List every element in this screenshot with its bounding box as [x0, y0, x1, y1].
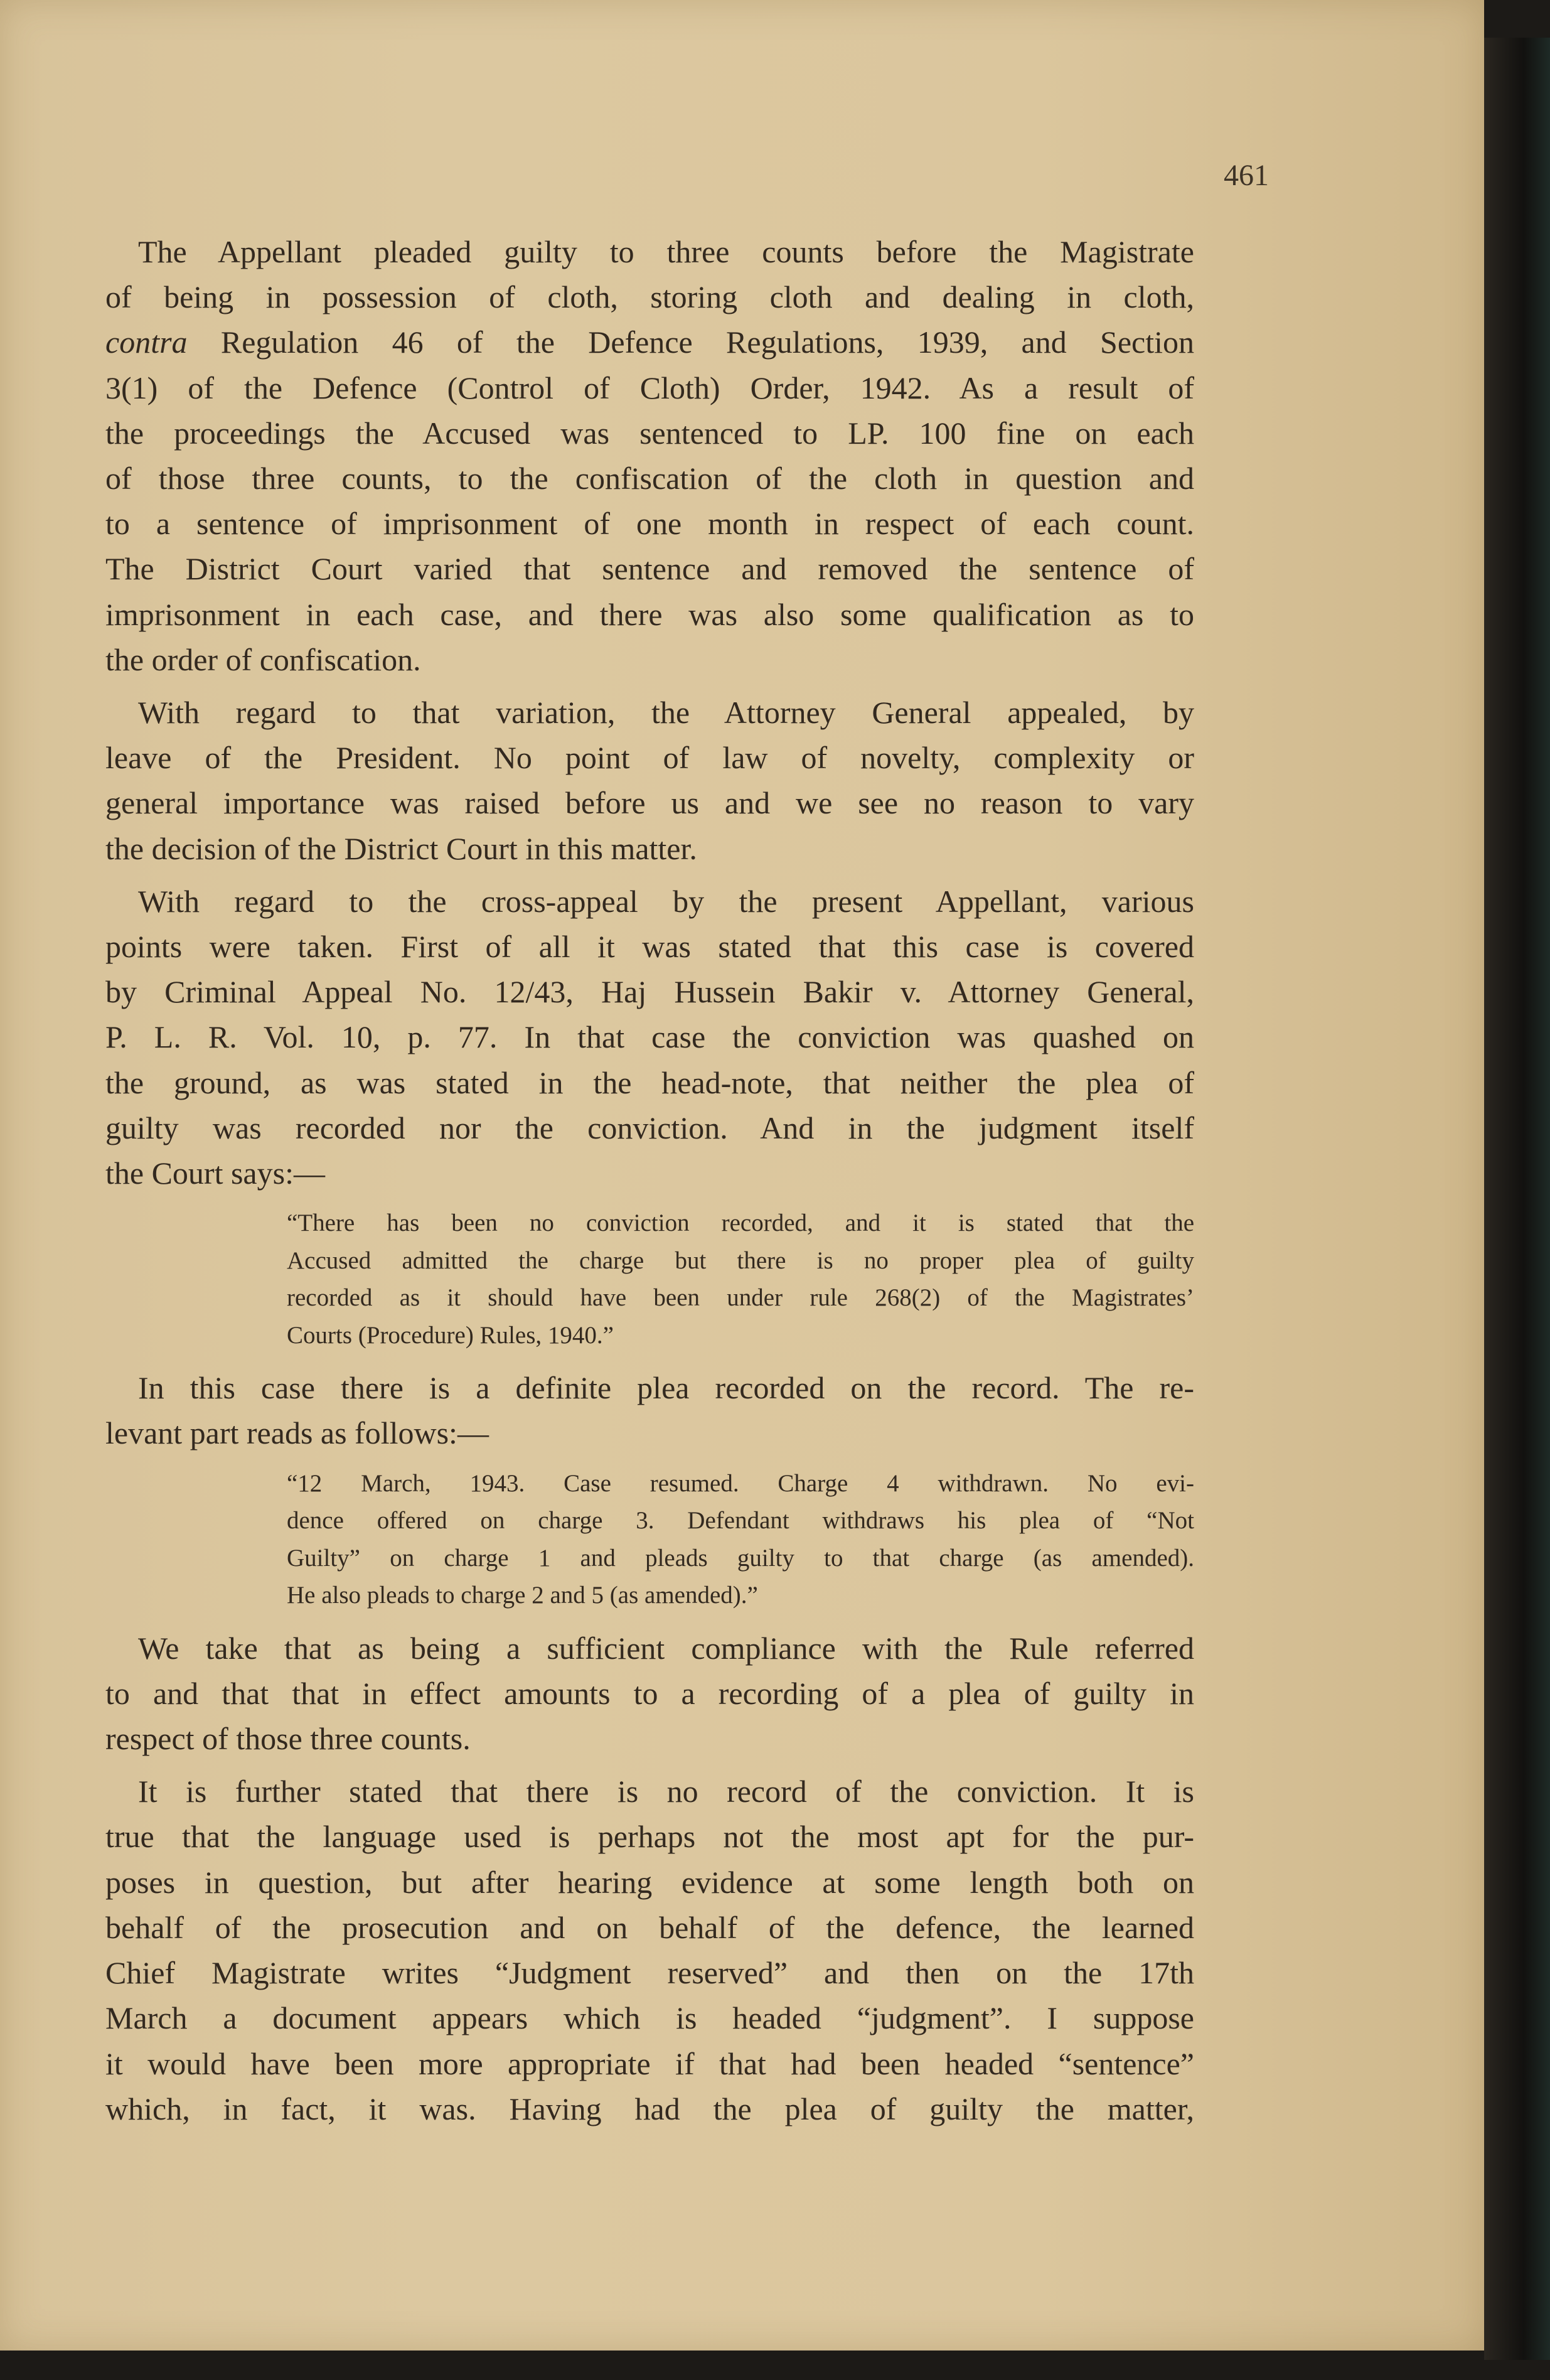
block-quote-record — [287, 1465, 1194, 1614]
quote-line: dence offered on charge 3. Defendant withdraws his plea of “Not — [287, 1507, 1194, 1535]
text-line: true that the language used is perhaps not the most apt for the pur- — [105, 1819, 1194, 1855]
paragraph-attorney-appeal — [105, 690, 1194, 871]
paragraph-definite-plea — [105, 1365, 1194, 1455]
text-line: which, in fact, it was. Having had the plea of guilty the matter, — [105, 2091, 1194, 2126]
paragraph-compliance — [105, 1626, 1194, 1762]
text-line: general importance was raised before us and we see no reason to vary — [105, 785, 1194, 821]
italic-latin-term: contra — [105, 324, 188, 360]
paragraph-appellant-plea — [105, 229, 1194, 682]
text-line: With regard to the cross-appeal by the present Appellant, various — [138, 883, 1194, 919]
text-line: the Court says:— — [105, 1155, 325, 1191]
quote-line: recorded as it should have been under rule 268(2) of the Magistrates’ — [287, 1284, 1194, 1312]
text-line: Chief Magistrate writes “Judgment reserved” and then on the 17th — [105, 1955, 1194, 1991]
text-line: the proceedings the Accused was sentenced to LP. 100 fine on each — [105, 415, 1194, 451]
text-line: imprisonment in each case, and there was also some qualification as to — [105, 596, 1194, 632]
document-body — [105, 229, 1194, 2139]
text-line: points were taken. First of all it was stated that this case is covered — [105, 929, 1194, 965]
quote-line: He also pleads to charge 2 and 5 (as amended).” — [287, 1582, 758, 1609]
text-line: by Criminal Appeal No. 12/43, Haj Hussein Bakir v. Attorney General, — [105, 974, 1194, 1010]
text-line: the decision of the District Court in this matter. — [105, 830, 697, 866]
text-line: P. L. R. Vol. 10, p. 77. In that case the conviction was quashed on — [105, 1019, 1194, 1055]
page-number: 461 — [1224, 159, 1269, 192]
text-line — [105, 319, 1194, 365]
block-quote-court — [287, 1204, 1194, 1354]
text-line: In this case there is a definite plea recorded on the record. The re- — [138, 1370, 1194, 1406]
text-line: It is further stated that there is no record of the conviction. It is — [138, 1774, 1194, 1809]
paragraph-cross-appeal — [105, 879, 1194, 1196]
quote-line: “There has been no conviction recorded, and it is stated that the — [287, 1209, 1194, 1237]
text-line-part: contra Regulation 46 of the Defence Regulations, 1939, and Section — [105, 324, 1194, 360]
text-line: With regard to that variation, the Attorney General appealed, by — [138, 695, 1194, 731]
text-line: We take that as being a sufficient compliance with the Rule referred — [138, 1630, 1194, 1666]
text-line: the order of confiscation. — [105, 641, 421, 677]
text-line: to and that that in effect amounts to a recording of a plea of guilty in — [105, 1675, 1194, 1711]
book-spine-edge — [1484, 38, 1550, 2360]
text-line: The District Court varied that sentence and removed the sentence of — [105, 551, 1194, 587]
text-line: behalf of the prosecution and on behalf of the defence, the learned — [105, 1909, 1194, 1945]
quote-line: Courts (Procedure) Rules, 1940.” — [287, 1321, 614, 1349]
text-line: the ground, as was stated in the head-note, that neither the plea of — [105, 1064, 1194, 1100]
text-line: levant part reads as follows:— — [105, 1415, 489, 1451]
quote-line: “12 March, 1943. Case resumed. Charge 4 withdrawn. No evi- — [287, 1469, 1194, 1497]
text-line: 3(1) of the Defence (Control of Cloth) Order, 1942. As a result of — [105, 370, 1194, 405]
text-line: to a sentence of imprisonment of one month in respect of each count. — [105, 506, 1194, 542]
text-line: of being in possession of cloth, storing cloth and dealing in cloth, — [105, 279, 1194, 315]
text-line: March a document appears which is headed “judgment”. I suppose — [105, 2000, 1194, 2036]
quote-line: Guilty” on charge 1 and pleads guilty to that charge (as amended). — [287, 1544, 1194, 1572]
text-line: The Appellant pleaded guilty to three counts before the Magistrate — [138, 234, 1194, 269]
quote-line: Accused admitted the charge but there is no proper plea of guilty — [287, 1246, 1194, 1274]
text-line: poses in question, but after hearing evidence at some length both on — [105, 1864, 1194, 1900]
text-line: it would have been more appropriate if that had been headed “sentence” — [105, 2045, 1194, 2081]
text-line: leave of the President. No point of law of novelty, complexity or — [105, 740, 1194, 776]
text-line: of those three counts, to the confiscation of the cloth in question and — [105, 461, 1194, 496]
text-line: guilty was recorded nor the conviction. And in the judgment itself — [105, 1110, 1194, 1145]
paragraph-conviction-record — [105, 1769, 1194, 2131]
text-line: respect of those three counts. — [105, 1721, 471, 1757]
